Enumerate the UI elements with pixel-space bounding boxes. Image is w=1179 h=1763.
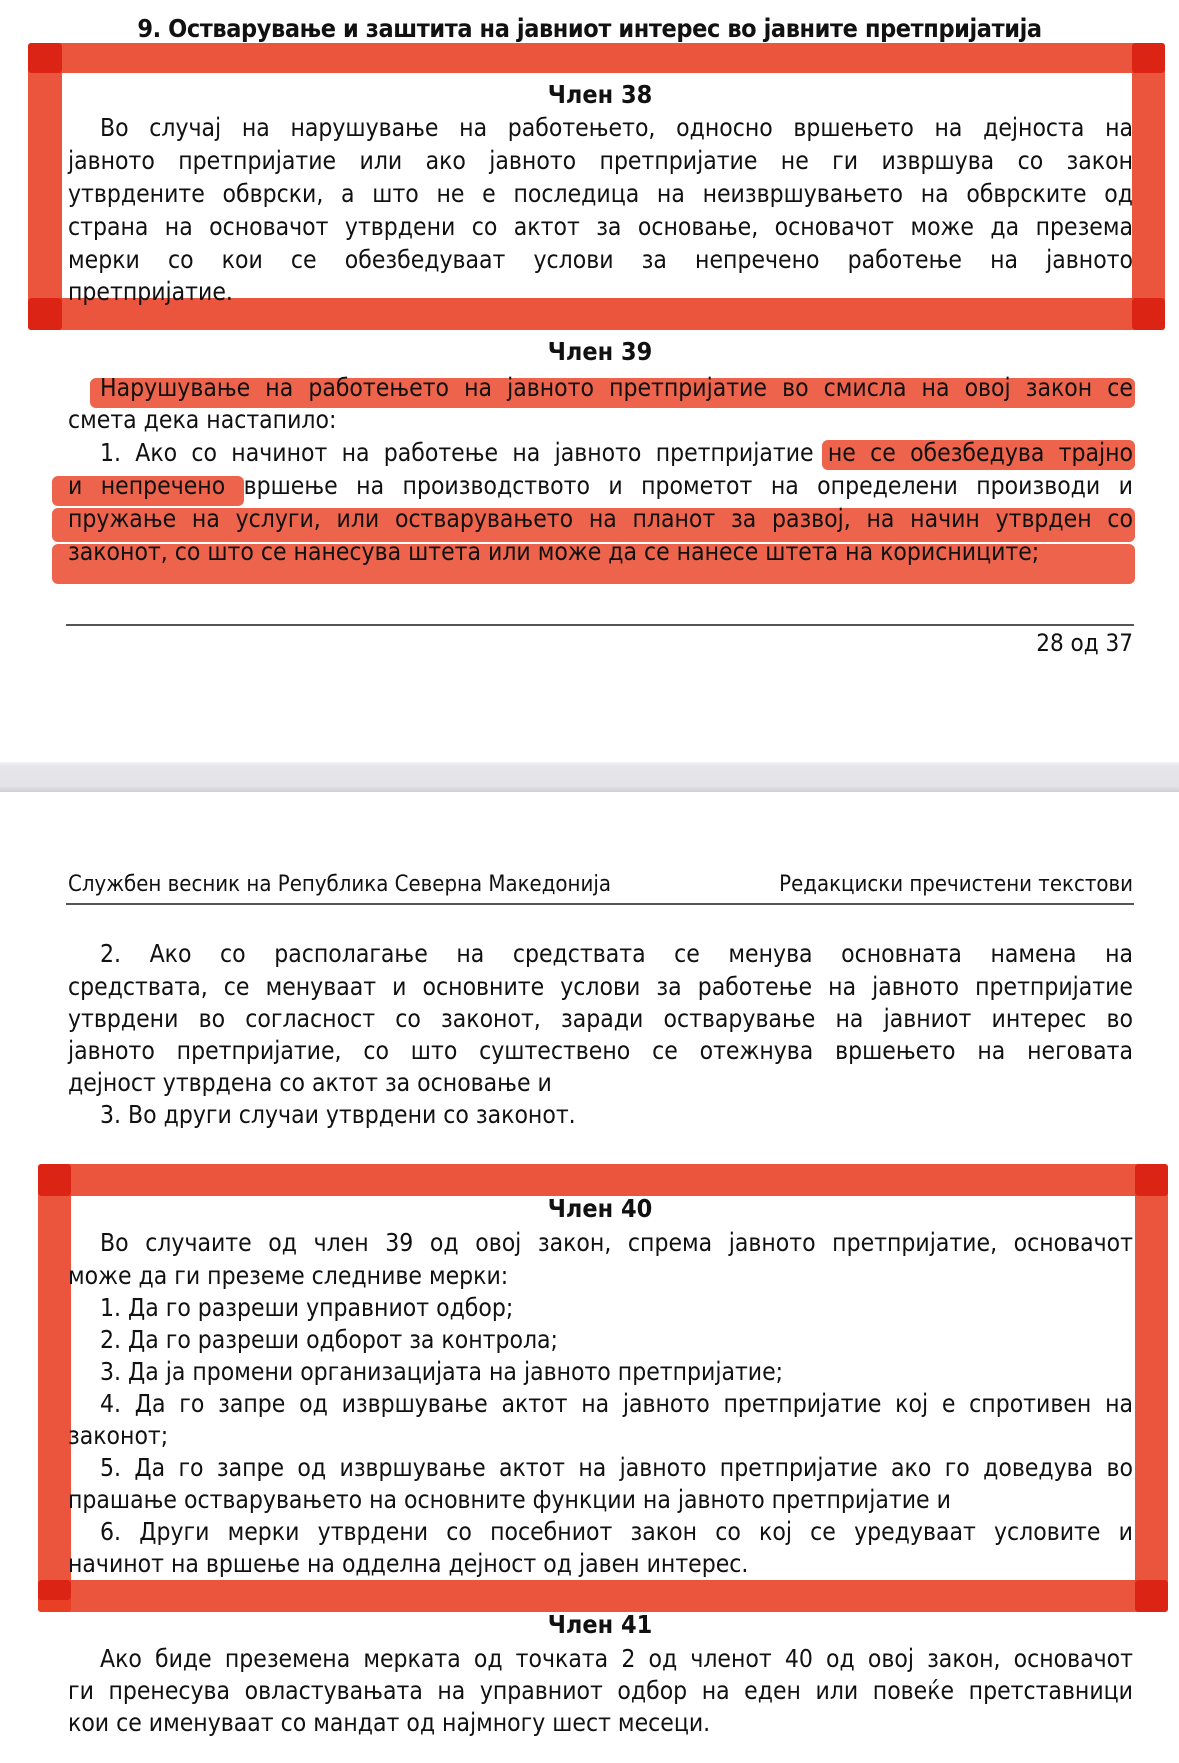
article-38-title: Член 38	[547, 80, 653, 109]
article-40-line: 2. Да го разреши одборот за контрола;	[100, 1325, 558, 1354]
article-39-cont-line: 2. Ако со располагање на средствата се менува основната намена на	[100, 939, 1133, 968]
article-40-line: 3. Да ја промени организацијата на јавното претпријатие;	[100, 1357, 784, 1386]
annotation-corner	[1135, 1580, 1168, 1612]
annotation-corner	[28, 298, 62, 330]
article-40-line: 6. Други мерки утврдени со посебниот закон со кој се уредуваат условите и	[100, 1517, 1133, 1546]
article-39-line: пружање на услуги, или остварувањето на планот за развој, на начин утврден со	[68, 504, 1133, 533]
page-number: 28 од 37	[1036, 629, 1133, 657]
article-40-line: 5. Да го запре од извршување актот на јавното претпријатие ако го доведува во	[100, 1453, 1133, 1482]
article-41-line: кои се именуваат со мандат од најмногу шест месеци.	[68, 1708, 711, 1737]
article-39-line: Нарушување на работењето на јавното претпријатие во смисла на овој закон се	[100, 373, 1133, 402]
annotation-corner	[1132, 298, 1165, 330]
article-40-line: Во случаите од член 39 од овој закон, спрема јавното претпријатие, основачот	[100, 1228, 1133, 1257]
article-39-line: смета дека настапило:	[68, 405, 337, 434]
article-39-line: законот, со што се нанесува штета или може да се нанесе штета на корисниците;	[68, 537, 1040, 566]
article-39-line: и непречено вршење на производството и прометот на определени производи и	[68, 471, 1133, 500]
footer-rule	[66, 624, 1134, 626]
article-40-line: 1. Да го разреши управниот одбор;	[100, 1293, 514, 1322]
annotation-corner	[38, 1580, 71, 1600]
annotation-box-40-top	[38, 1164, 1168, 1196]
article-39-line: 1. Ако со начинот на работење на јавното претпријатие не се обезбедува трајно	[100, 438, 1133, 467]
article-40-line: може да ги преземе следниве мерки:	[68, 1261, 509, 1290]
article-41-line: ги пренесува овластувањата на управниот одбор на еден или повеќе претставници	[68, 1676, 1133, 1705]
article-40-line: прашање остварувањето на основните функции на јавното претпријатие и	[68, 1485, 951, 1514]
annotation-corner	[38, 1164, 71, 1196]
header-rule	[66, 903, 1134, 905]
article-40-line: 4. Да го запре од извршување актот на јавното претпријатие кој е спротивен на	[100, 1389, 1133, 1418]
header-consolidated-texts: Редакциски пречистени текстови	[779, 872, 1133, 897]
article-38-line: Во случај на нарушување на работењето, односно вршењето на дејноста на	[100, 113, 1133, 142]
article-39-cont-line: средствата, се менуваат и основните услови за работење на јавното претпријатие	[68, 972, 1133, 1001]
page-separator	[0, 762, 1179, 792]
annotation-box-40-bottom	[38, 1580, 1168, 1612]
annotation-corner	[28, 43, 62, 73]
annotation-corner	[1132, 43, 1165, 73]
article-40-line: начинот на вршење на одделна дејност од јавен интерес.	[68, 1549, 749, 1578]
article-39-cont-line: јавното претпријатие, со што суштествено се отежнува вршењето на неговата	[68, 1036, 1133, 1065]
article-39-cont-line: дејност утврдена со актот за основање и	[68, 1068, 552, 1097]
article-40-title: Член 40	[547, 1194, 653, 1223]
article-39-cont-line: 3. Во други случаи утврдени со законот.	[100, 1100, 576, 1129]
article-39-title: Член 39	[547, 337, 653, 366]
article-38-line: мерки со кои се обезбедуваат услови за непречено работење на јавното	[68, 245, 1133, 274]
article-38-line: претпријатие.	[68, 277, 233, 306]
article-38-line: јавното претпријатие или ако јавното претпријатие не ги извршува со закон	[68, 146, 1133, 175]
article-41-line: Ако биде преземена мерката од точката 2 од членот 40 од овој закон, основачот	[100, 1644, 1133, 1673]
article-40-line: законот;	[68, 1421, 169, 1450]
annotation-box-40-right	[1135, 1164, 1168, 1612]
article-41-title: Член 41	[547, 1610, 653, 1639]
annotation-box-40-left	[38, 1164, 71, 1612]
article-38-line: утврдените обврски, а што не е последица на неизвршувањето на обврските од	[68, 179, 1133, 208]
section-title: 9. Остварување и заштита на јавниот интерес во јавните претпријатија	[137, 14, 1042, 43]
header-gazette-title: Службен весник на Република Северна Македонија	[68, 872, 611, 897]
article-38-line: страна на основачот утврдени со актот за основање, основачот може да презема	[68, 212, 1133, 241]
annotation-box-38-top	[28, 43, 1165, 73]
annotation-corner	[1135, 1164, 1168, 1196]
article-39-cont-line: утврдени во согласност со законот, заради остварување на јавниот интерес во	[68, 1004, 1133, 1033]
